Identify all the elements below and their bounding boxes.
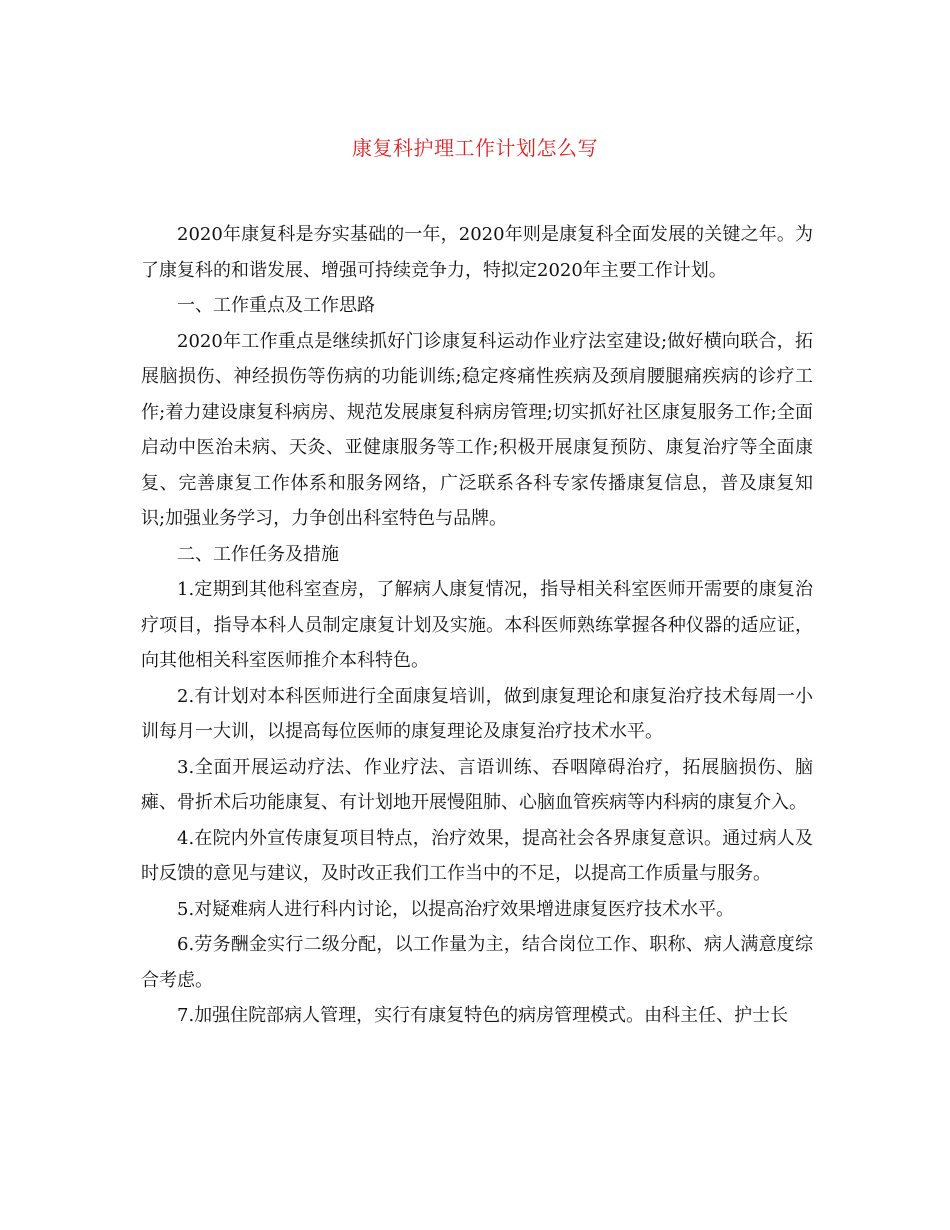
document-title: 康复科护理工作计划怎么写 [352,136,598,160]
intro-paragraph: 2020年康复科是夯实基础的一年，2020年则是康复科全面发展的关键之年。为了康复科的和谐发展、增强可持续竞争力，特拟定2020年主要工作计划。 [141,224,813,281]
section-heading-1: 一、工作重点及工作思路 [177,295,375,316]
task-item-6: 6.劳务酬金实行二级分配，以工作量为主，结合岗位工作、职称、病人满意度综合考虑。 [141,934,813,991]
task-item-4: 4.在院内外宣传康复项目特点，治疗效果，提高社会各界康复意识。通过病人及时反馈的意见与建议，及时改正我们工作当中的不足，以提高工作质量与服务。 [141,827,813,884]
task-item-7: 7.加强住院部病人管理，实行有康复特色的病房管理模式。由科主任、护士长 [177,1005,789,1026]
task-item-1: 1.定期到其他科室查房，了解病人康复情况，指导相关科室医师开需要的康复治疗项目，指导本科人员制定康复计划及实施。本科医师熟练掌握各种仪器的适应证，向其他相关科室医师推介本科特色。 [141,579,813,671]
task-item-2: 2.有计划对本科医师进行全面康复培训，做到康复理论和康复治疗技术每周一小训每月一大训，以提高每位医师的康复理论及康复治疗技术水平。 [141,685,813,742]
section-1-paragraph: 2020年工作重点是继续抓好门诊康复科运动作业疗法室建设;做好横向联合，拓展脑损伤、神经损伤等伤病的功能训练;稳定疼痛性疾病及颈肩腰腿痛疾病的诊疗工作;着力建设康复科病房、规范发展康复科病房管理;切实抓好社区康复服务工作;全面启动中医治未病、天灸、亚健康服务等工作;积极开展康复预防、康复治疗等全面康复、完善康复工作体系和服务网络，广泛联系各科专家传播康复信息，普及康复知识;加强业务学习，力争创出科室特色与品牌。 [141,330,813,529]
task-item-3: 3.全面开展运动疗法、作业疗法、言语训练、吞咽障碍治疗，拓展脑损伤、脑瘫、骨折术后功能康复、有计划地开展慢阻肺、心脑血管疾病等内科病的康复介入。 [141,756,813,813]
task-item-5: 5.对疑难病人进行科内讨论，以提高治疗效果增进康复医疗技术水平。 [177,898,735,920]
document-body [141,217,813,1034]
section-heading-2: 二、工作任务及措施 [177,543,339,565]
